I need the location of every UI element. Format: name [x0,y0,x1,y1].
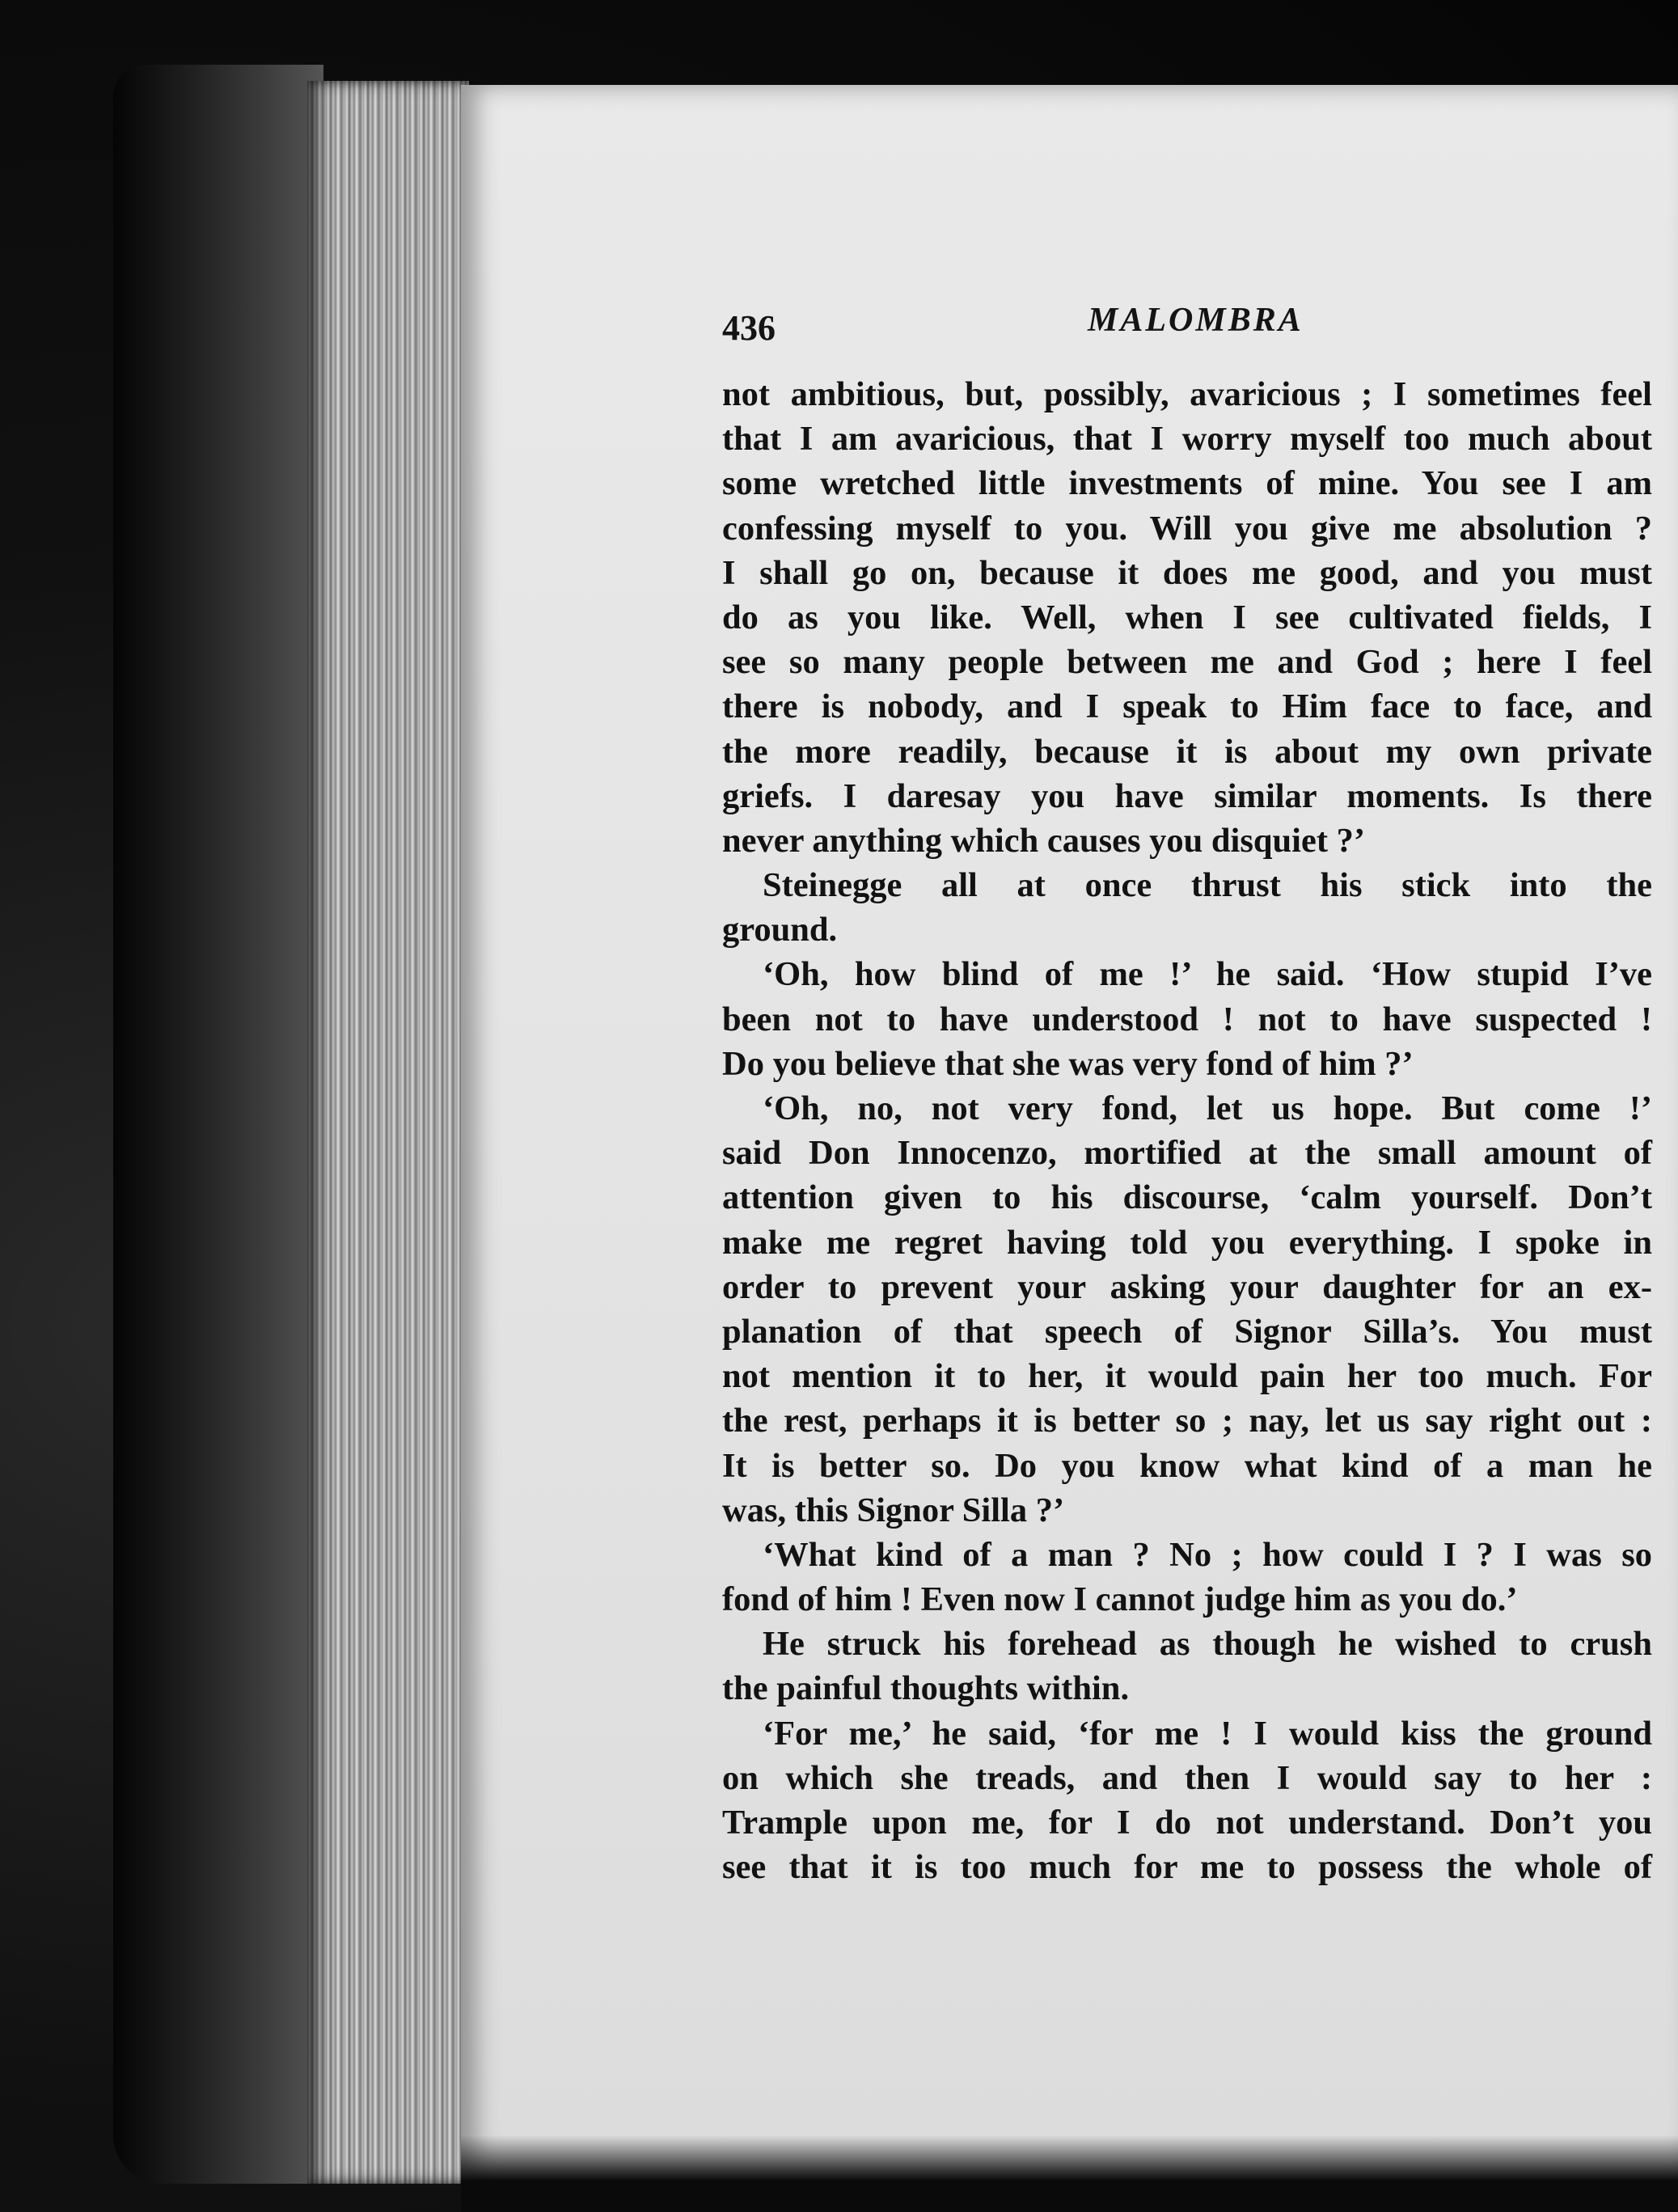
text-line: see so many people between me and God ; here I feel [722,643,1652,682]
text-line: attention given to his discourse, ‘calm yourself. Don’t [722,1178,1652,1217]
book-cover-edge [113,65,323,2184]
text-line: not ambitious, but, possibly, avaricious ; I sometimes feel [722,375,1652,413]
text-line: ‘Oh, how blind of me !’ he said. ‘How stupid I’ve [763,955,1652,994]
running-title: MALOMBRA [1088,302,1304,339]
page-fore-edge [307,81,469,2184]
text-line: never anything which causes you disquiet ?’ [722,821,1366,860]
text-line: ‘What kind of a man ? No ; how could I ? I was so [763,1535,1652,1574]
text-line: confessing myself to you. Will you give me absolution ? [722,509,1652,548]
text-line: the painful thoughts within. [722,1669,1130,1708]
text-line: been not to have understood ! not to have suspected ! [722,1000,1652,1038]
text-line: Steinegge all at once thrust his stick into the [763,866,1652,905]
text-line: see that it is too much for me to possess the whole of [722,1848,1652,1887]
text-line: said Don Innocenzo, mortified at the small amount of [722,1134,1652,1173]
text-line: make me regret having told you everything. I spoke in [722,1223,1652,1262]
body-text [722,372,1652,1889]
text-line: some wretched little investments of mine. You see I am [722,464,1652,503]
text-line: He struck his forehead as though he wished to crush [763,1625,1652,1664]
text-line: fond of him ! Even now I cannot judge him as you do.’ [722,1580,1518,1619]
page-header [722,301,1652,349]
text-line: the more readily, because it is about my own private [722,732,1652,771]
text-line: not mention it to her, it would pain her too much. For [722,1357,1652,1396]
text-line: ground. [722,911,838,950]
text-line: on which she treads, and then I would say to her : [722,1758,1652,1797]
text-line: that I am avaricious, that I worry myself too much about [722,420,1652,459]
text-line: the rest, perhaps it is better so ; nay, let us say right out : [722,1402,1652,1440]
text-line: I shall go on, because it does me good, and you must [722,553,1652,592]
text-line: It is better so. Do you know what kind of a man he [722,1446,1652,1485]
page-number: 436 [722,308,776,348]
text-line: ‘For me,’ he said, ‘for me ! I would kiss the ground [763,1714,1652,1753]
text-line: planation of that speech of Signor Silla’s. You must [722,1312,1652,1351]
text-line: griefs. I daresay you have similar moments. Is there [722,776,1652,815]
text-line: was, this Signor Silla ?’ [722,1491,1065,1529]
text-line: Trample upon me, for I do not understand. Don’t you [722,1804,1652,1842]
text-line: Do you believe that she was very fond of him ?’ [722,1044,1414,1083]
text-line: do as you like. Well, when I see cultivated fields, I [722,598,1652,637]
page-bottom-shadow [461,2135,1678,2212]
text-line: order to prevent your asking your daughter for an ex- [722,1267,1652,1306]
text-line: ‘Oh, no, not very fond, let us hope. But come !’ [763,1089,1652,1127]
text-line: there is nobody, and I speak to Him face to face, and [722,687,1652,726]
